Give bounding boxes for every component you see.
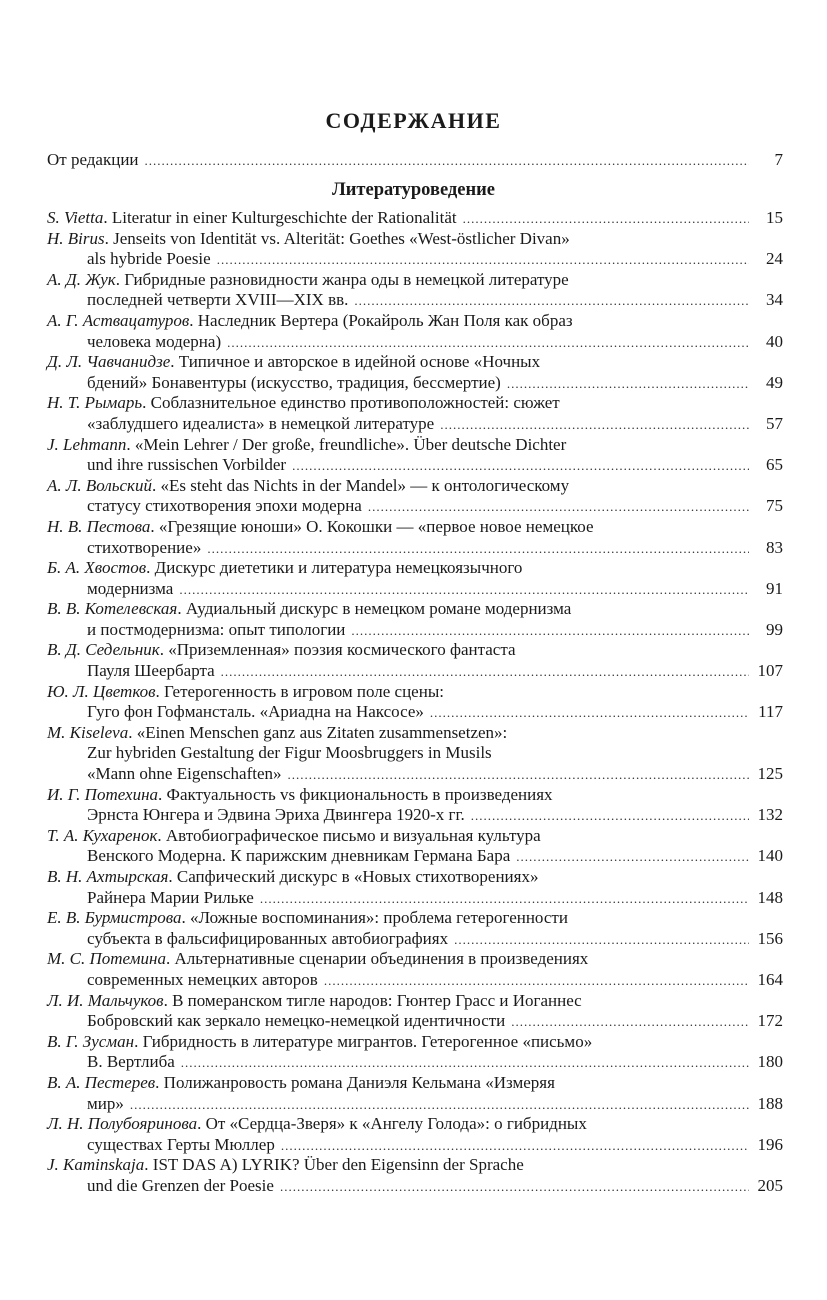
toc-entry <box>47 435 783 476</box>
toc-entry-line <box>47 558 783 579</box>
entry-title-line: und ihre russischen Vorbilder <box>87 455 287 475</box>
entry-author: В. Н. Ахтырская <box>47 867 169 886</box>
section-title: Литературоведение <box>331 180 496 200</box>
toc-entry-line <box>47 682 783 703</box>
toc-entry-line <box>47 208 783 229</box>
dot-leader <box>179 580 749 601</box>
entry-title-line: Zur hybriden Gestaltung der Figur Moosbruggers in Musils <box>87 743 492 763</box>
entry-author: Б. А. Хвостов <box>47 558 147 578</box>
toc-entry-line <box>47 970 783 991</box>
toc-entry-line <box>47 496 783 517</box>
author-separator: . <box>146 558 155 578</box>
toc-entry <box>47 1073 783 1114</box>
toc-entry-line <box>47 1011 783 1032</box>
entry-title-line: Райнера Марии Рильке <box>87 887 254 907</box>
entry-title-line: Дискурс диететики и литература немецкоязычного <box>154 558 523 578</box>
author-separator: . <box>152 475 161 495</box>
entry-title-line: Аудиальный дискурс в немецком романе модернизма <box>185 599 572 619</box>
dot-leader <box>368 497 749 518</box>
toc-title: СОДЕРЖАНИЕ <box>325 108 502 133</box>
toc-entry-line <box>47 908 783 929</box>
entry-title-line: und die Grenzen der Poesie <box>87 1175 274 1195</box>
toc-entry <box>47 393 783 434</box>
entry-title-line: Эрнста Юнгера и Эдвина Эриха Двингера 1920-х гг. <box>87 805 465 825</box>
entry-title-line: стихотворение» <box>87 537 202 557</box>
toc-entry-line <box>47 455 783 476</box>
toc-entry-line <box>47 332 783 353</box>
author-separator: . <box>155 681 164 701</box>
entry-author: M. Kiseleva <box>47 722 129 742</box>
dot-leader <box>511 1012 749 1033</box>
page-number: 99 <box>766 619 783 639</box>
dot-leader <box>260 889 749 910</box>
entry-title-line: модернизма <box>87 578 174 598</box>
dot-leader <box>507 374 749 395</box>
toc-entry <box>47 1032 783 1073</box>
toc-entry-line <box>47 599 783 620</box>
toc-entry-line <box>47 538 783 559</box>
toc-entry-line <box>47 414 783 435</box>
entry-title-line: Бобровский как зеркало немецко-немецкой идентичности <box>87 1011 506 1031</box>
entry-author: Н. В. Пестова <box>47 516 151 536</box>
toc-entry <box>47 1155 783 1196</box>
toc-entry-line <box>47 352 783 373</box>
toc-entry <box>47 826 783 867</box>
entry-title-line: субъекта в фальсифицированных автобиографиях <box>87 928 449 948</box>
entry-title-line: Literatur in einer Kulturgeschichte der Rationalität <box>111 208 457 227</box>
toc-entry-line <box>47 150 783 171</box>
page-number: 117 <box>758 702 783 722</box>
dot-leader <box>288 765 750 786</box>
author-separator: . <box>177 599 186 619</box>
entry-title-line: IST DAS A) LYRIK? Über den Eigensinn der Sprache <box>152 1155 524 1175</box>
toc-entry-line <box>47 723 783 744</box>
dot-leader <box>207 539 749 560</box>
page-number: 75 <box>766 496 783 516</box>
dot-leader <box>430 703 749 724</box>
toc-entry <box>47 150 783 171</box>
entry-title-line: «Einen Menschen ganz aus Zitaten zusammensetzen»: <box>136 722 508 742</box>
toc-entry-line <box>47 435 783 456</box>
dot-leader <box>227 333 749 354</box>
entry-author: А. Г. Аствацатуров <box>47 310 190 330</box>
toc-entry-line <box>47 373 783 394</box>
page-number: 172 <box>757 1011 783 1031</box>
page-number: 164 <box>757 969 783 989</box>
author-separator: . <box>155 1072 164 1092</box>
toc-entry-line <box>47 1032 783 1053</box>
toc-list <box>47 208 783 1197</box>
author-separator: . <box>103 208 112 227</box>
toc-entry-line <box>47 1176 783 1197</box>
toc-entry <box>47 517 783 558</box>
entry-author: S. Vietta <box>47 208 104 227</box>
dot-leader <box>324 971 749 992</box>
entry-title-line: От редакции <box>47 150 139 169</box>
page-number: 140 <box>757 846 783 866</box>
toc-entry-line <box>47 517 783 538</box>
toc-entry-line <box>47 1155 783 1176</box>
page-number: 107 <box>757 661 783 681</box>
entry-title-line: «Грезящие юноши» О. Кокошки — «первое новое немецкое <box>158 516 594 536</box>
entry-title-line: последней четверти XVIII—XIX вв. <box>87 290 349 310</box>
toc-entry-line <box>47 991 783 1012</box>
entry-title-line: Сапфический дискурс в «Новых стихотворениях» <box>176 867 539 886</box>
dot-leader <box>454 930 749 951</box>
toc-entry-line <box>47 949 783 970</box>
toc-entry-line <box>47 888 783 909</box>
entry-title-line: Гетерогенность в игровом поле сцены: <box>164 681 444 701</box>
entry-title-line: «Mein Lehrer / Der große, freundliche». Über deutsche Dichter <box>134 434 567 454</box>
entry-title-line: Фактуальность vs фикциональность в произведениях <box>166 784 553 804</box>
toc-entry <box>47 270 783 311</box>
toc-entry-line <box>47 1094 783 1115</box>
toc-entry-line <box>47 764 783 785</box>
toc-entry-line <box>47 249 783 270</box>
dot-leader <box>221 662 749 683</box>
author-separator: . <box>197 1114 206 1134</box>
dot-leader <box>292 456 749 477</box>
page-number: 91 <box>766 578 783 598</box>
dot-leader <box>354 291 749 312</box>
entry-title-line: В. Вертлиба <box>87 1052 175 1072</box>
toc-entry-line <box>47 661 783 682</box>
author-separator: . <box>168 867 177 886</box>
page-number: 196 <box>757 1134 783 1154</box>
toc-entry <box>47 1114 783 1155</box>
page-number: 15 <box>766 208 783 227</box>
dot-leader <box>217 250 749 271</box>
dot-leader <box>281 1136 749 1157</box>
entry-author: М. С. Потемина <box>47 949 166 969</box>
entry-title-line: От «Сердца-Зверя» к «Ангелу Голода»: о гибридных <box>205 1114 587 1134</box>
toc-entry-line <box>47 929 783 950</box>
page-number: 83 <box>766 537 783 557</box>
page-number: 57 <box>766 413 783 433</box>
author-separator: . <box>150 516 159 536</box>
toc-entry-line <box>47 290 783 311</box>
entry-title-line: Соблазнительное единство противоположностей: сюжет <box>150 393 560 413</box>
toc-entry <box>47 949 783 990</box>
entry-title-line: существах Герты Мюллер <box>87 1134 275 1154</box>
dot-leader <box>280 1177 749 1198</box>
entry-title-line: als hybride Poesie <box>87 249 211 269</box>
author-separator: . <box>115 269 125 289</box>
page-number: 188 <box>757 1093 783 1113</box>
dot-leader <box>145 151 749 172</box>
toc-entry-line <box>47 867 783 888</box>
author-separator: . <box>159 640 169 660</box>
page-number: 180 <box>757 1052 783 1072</box>
author-separator: . <box>158 784 167 804</box>
entry-author: А. Л. Вольский <box>47 475 153 495</box>
entry-title-line: Полижанровость романа Даниэля Кельмана «Измеряя <box>163 1072 555 1092</box>
page-number: 24 <box>766 249 783 269</box>
entry-title-line: «Mann ohne Eigenschaften» <box>87 764 282 784</box>
entry-author: Д. Л. Чавчанидзе <box>47 352 171 372</box>
entry-title-line: «заблудшего идеалиста» в немецкой литературе <box>87 413 435 433</box>
entry-title-line: Гибридные разновидности жанра оды в немецкой литературе <box>124 269 569 289</box>
entry-author: J. Kaminskaja <box>47 1155 145 1175</box>
author-separator: . <box>157 825 166 845</box>
toc-entry <box>47 208 783 229</box>
author-separator: . <box>163 990 173 1010</box>
page-number: 40 <box>766 331 783 351</box>
entry-author: J. Lehmann <box>47 434 127 454</box>
entry-title-line: и постмодернизма: опыт типологии <box>87 619 346 639</box>
page-number: 49 <box>766 372 783 392</box>
entry-author: Е. В. Бурмистрова <box>47 908 182 928</box>
page-number: 34 <box>766 290 783 310</box>
toc-entry-line <box>47 620 783 641</box>
entry-title-line: бдений» Бонавентуры (искусство, традиция, бессмертие) <box>87 372 501 392</box>
entry-author: Л. И. Мальчуков <box>47 990 164 1010</box>
entry-author: H. Birus <box>47 228 105 248</box>
toc-entry-line <box>47 270 783 291</box>
entry-author: Т. А. Кухаренок <box>47 825 158 845</box>
entry-author: В. Г. Зусман <box>47 1031 135 1051</box>
entry-title-line: Альтернативные сценарии объединения в произведениях <box>174 949 589 969</box>
toc-entry-line <box>47 640 783 661</box>
author-separator: . <box>144 1155 153 1175</box>
page-number: 125 <box>757 764 783 784</box>
toc-entry-line <box>47 1052 783 1073</box>
entry-title-line: «Приземленная» поэзия космического фантаста <box>168 640 516 660</box>
entry-title-line: Типичное и авторское в идейной основе «Ночных <box>178 352 541 372</box>
toc-entry-line <box>47 1135 783 1156</box>
entry-author: Л. Н. Полубояринова <box>47 1114 198 1134</box>
entry-title-line: человека модерна) <box>87 331 222 351</box>
toc-entry <box>47 682 783 723</box>
toc-entry-line <box>47 785 783 806</box>
entry-author: А. Д. Жук <box>47 269 116 289</box>
dot-leader <box>351 621 749 642</box>
author-separator: . <box>165 949 175 969</box>
dot-leader <box>181 1053 749 1074</box>
author-separator: . <box>170 352 179 372</box>
entry-title-line: В померанском тигле народов: Гюнтер Грасс и Иоганнес <box>172 990 582 1010</box>
toc-entry <box>47 558 783 599</box>
toc-entry-line <box>47 579 783 600</box>
toc-entry <box>47 599 783 640</box>
page-number: 65 <box>766 455 783 475</box>
toc-entry-line <box>47 476 783 497</box>
toc-entry <box>47 311 783 352</box>
entry-author: И. Г. Потехина <box>47 784 159 804</box>
dot-leader <box>516 847 749 868</box>
toc-entry-line <box>47 393 783 414</box>
toc-entry <box>47 867 783 908</box>
author-separator: . <box>142 393 151 413</box>
page-number: 132 <box>757 805 783 825</box>
toc-entry-line <box>47 229 783 250</box>
toc-entry-line <box>47 1114 783 1135</box>
entry-author: Н. Т. Рымарь <box>47 393 143 413</box>
toc-entry <box>47 352 783 393</box>
author-separator: . <box>189 310 198 330</box>
entry-title-line: Автобиографическое письмо и визуальная культура <box>165 825 541 845</box>
page-number: 156 <box>757 928 783 948</box>
dot-leader <box>463 209 749 230</box>
toc-entry-line <box>47 1073 783 1094</box>
toc-entry-line <box>47 826 783 847</box>
toc-entry <box>47 640 783 681</box>
entry-title-line: «Es steht das Nichts in der Mandel» — к онтологическому <box>160 475 570 495</box>
author-separator: . <box>104 228 114 248</box>
entry-title-line: Гуго фон Гофмансталь. «Ариадна на Наксосе» <box>87 702 424 722</box>
entry-title-line: Наследник Вертера (Рокайроль Жан Поля как образ <box>197 310 573 330</box>
entry-title-line: мир» <box>87 1093 124 1113</box>
toc-entry <box>47 476 783 517</box>
entry-author: В. В. Котелевская <box>47 599 178 619</box>
entry-title-line: «Ложные воспоминания»: проблема гетерогенности <box>190 908 568 928</box>
toc-entry <box>47 723 783 785</box>
author-separator: . <box>181 908 190 928</box>
toc-entry <box>47 908 783 949</box>
toc-entry-line <box>47 702 783 723</box>
front-matter-list <box>47 150 783 171</box>
entry-author: Ю. Л. Цветков <box>47 681 156 701</box>
toc-entry-line <box>47 805 783 826</box>
entry-title-line: Гибридность в литературе мигрантов. Гетерогенное «письмо» <box>142 1031 593 1051</box>
toc-entry <box>47 229 783 270</box>
page-number: 7 <box>774 150 783 169</box>
entry-title-line: современных немецких авторов <box>87 969 318 989</box>
entry-title-line: статусу стихотворения эпохи модерна <box>87 496 362 516</box>
toc-entry <box>47 785 783 826</box>
page-number: 148 <box>757 887 783 907</box>
page-number: 205 <box>757 1175 783 1195</box>
dot-leader <box>130 1095 749 1116</box>
author-separator: . <box>134 1031 143 1051</box>
toc-entry-line <box>47 311 783 332</box>
author-separator: . <box>128 722 137 742</box>
toc-entry-line <box>47 743 783 764</box>
entry-title-line: Jenseits von Identität vs. Alterität: Goethes «West-östlicher Divan» <box>113 228 570 248</box>
entry-title-line: Венского Модерна. К парижским дневникам Германа Бара <box>87 846 511 866</box>
entry-title-line: Пауля Шеербарта <box>87 661 215 681</box>
author-separator: . <box>126 434 135 454</box>
toc-entry-line <box>47 846 783 867</box>
dot-leader <box>471 806 749 827</box>
entry-author: В. А. Пестерев <box>47 1072 156 1092</box>
entry-author: В. Д. Седельник <box>47 640 160 660</box>
dot-leader <box>440 415 749 436</box>
toc-entry <box>47 991 783 1032</box>
